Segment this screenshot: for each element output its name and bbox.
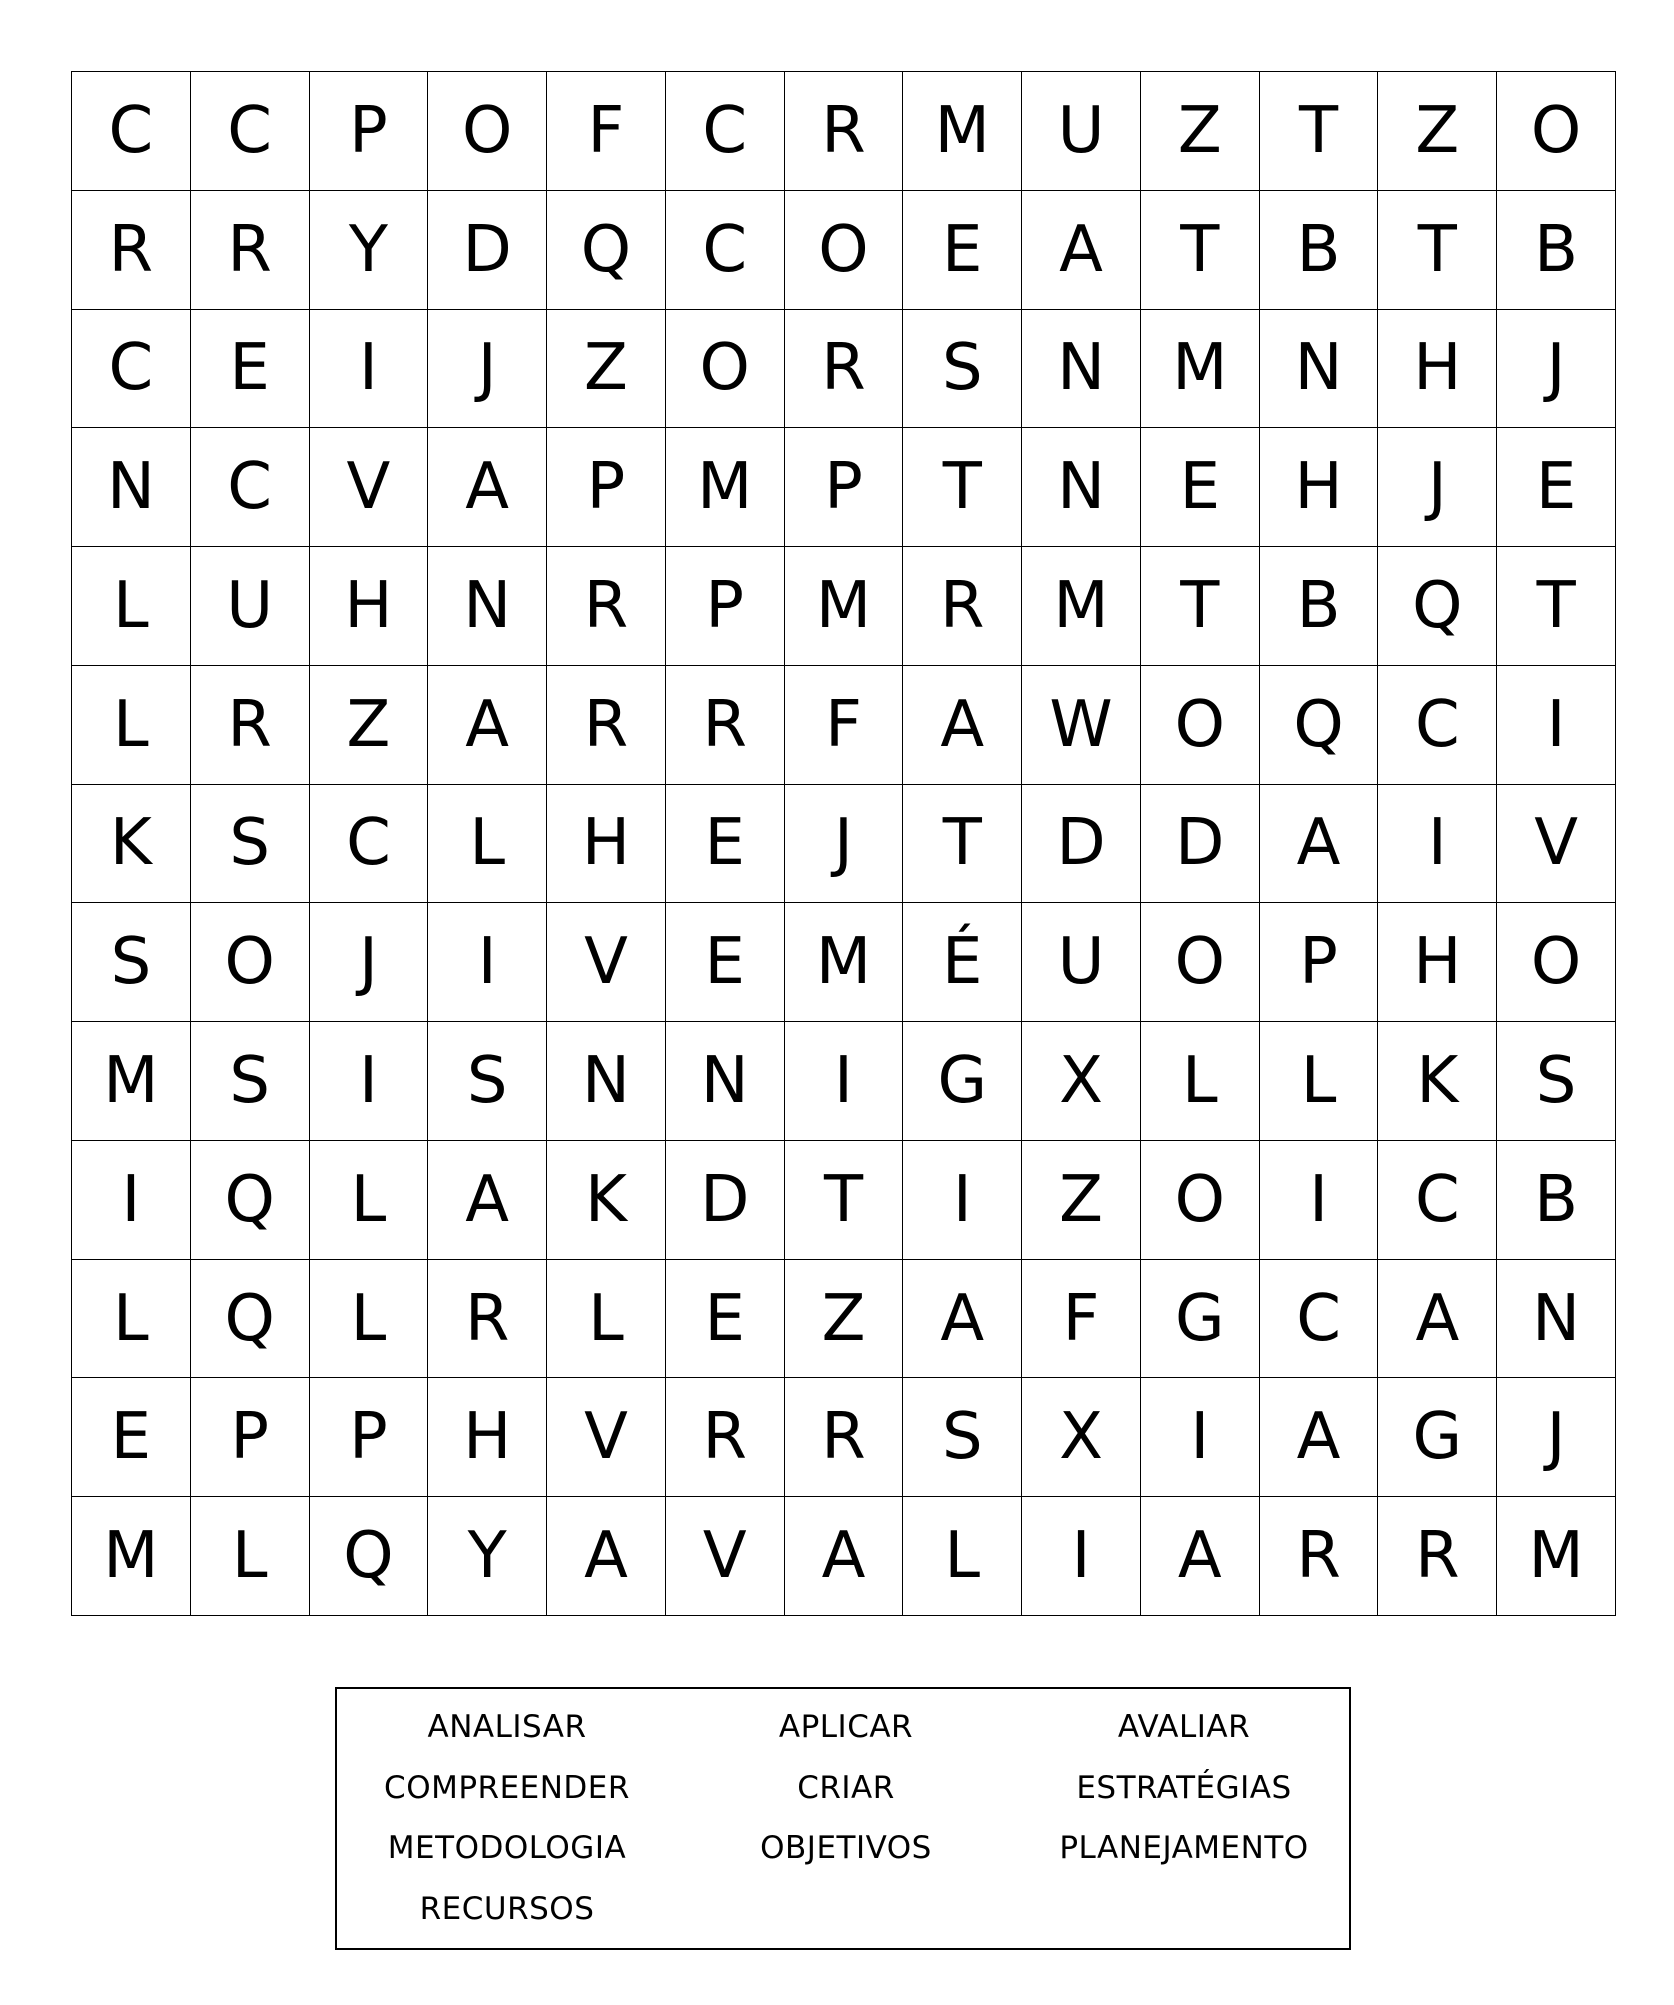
grid-cell[interactable]: Q — [1378, 547, 1497, 666]
grid-cell[interactable]: O — [785, 191, 904, 310]
grid-cell[interactable]: I — [72, 1141, 191, 1260]
grid-cell[interactable]: C — [666, 191, 785, 310]
grid-cell[interactable]: R — [785, 310, 904, 429]
grid-cell[interactable]: C — [191, 72, 310, 191]
grid-cell[interactable]: R — [191, 666, 310, 785]
word-list-item: METODOLOGIA — [387, 1830, 627, 1867]
grid-cell[interactable]: H — [1260, 428, 1379, 547]
grid-cell[interactable]: L — [1260, 1022, 1379, 1141]
grid-cell[interactable]: C — [72, 72, 191, 191]
grid-cell[interactable]: M — [903, 72, 1022, 191]
grid-cell[interactable]: I — [785, 1022, 904, 1141]
grid-cell[interactable]: Z — [1378, 72, 1497, 191]
grid-cell[interactable]: X — [1022, 1022, 1141, 1141]
grid-cell[interactable]: R — [428, 1260, 547, 1379]
grid-cell[interactable]: Q — [191, 1260, 310, 1379]
grid-cell[interactable]: D — [428, 191, 547, 310]
grid-cell[interactable]: M — [1141, 310, 1260, 429]
grid-cell[interactable]: J — [1378, 428, 1497, 547]
grid-cell[interactable]: C — [1378, 666, 1497, 785]
grid-cell[interactable]: N — [1022, 428, 1141, 547]
grid-cell[interactable]: M — [72, 1497, 191, 1616]
grid-cell[interactable]: S — [72, 903, 191, 1022]
word-list-item: PLANEJAMENTO — [1059, 1830, 1309, 1867]
grid-cell[interactable]: W — [1022, 666, 1141, 785]
grid-cell[interactable]: G — [1378, 1378, 1497, 1497]
grid-cell[interactable]: L — [547, 1260, 666, 1379]
word-search-grid — [71, 71, 1616, 1616]
grid-cell[interactable]: Q — [547, 191, 666, 310]
grid-cell[interactable]: I — [903, 1141, 1022, 1260]
grid-cell[interactable]: I — [310, 310, 429, 429]
grid-cell[interactable]: T — [1141, 191, 1260, 310]
word-list-item: AVALIAR — [1117, 1709, 1251, 1746]
grid-cell[interactable]: V — [310, 428, 429, 547]
grid-cell[interactable]: P — [1260, 903, 1379, 1022]
grid-cell[interactable]: R — [666, 666, 785, 785]
grid-cell[interactable]: A — [1378, 1260, 1497, 1379]
grid-cell[interactable]: S — [191, 785, 310, 904]
grid-cell[interactable]: P — [547, 428, 666, 547]
grid-cell[interactable]: O — [666, 310, 785, 429]
grid-cell[interactable]: L — [191, 1497, 310, 1616]
grid-cell[interactable]: Z — [1022, 1141, 1141, 1260]
grid-cell[interactable]: L — [310, 1260, 429, 1379]
grid-cell[interactable]: N — [547, 1022, 666, 1141]
grid-cell[interactable]: K — [1378, 1022, 1497, 1141]
grid-cell[interactable]: H — [310, 547, 429, 666]
grid-cell[interactable]: J — [785, 785, 904, 904]
grid-cell[interactable]: L — [72, 1260, 191, 1379]
grid-cell[interactable]: E — [666, 785, 785, 904]
grid-cell[interactable]: E — [666, 1260, 785, 1379]
grid-cell[interactable]: O — [1497, 72, 1616, 191]
word-list-item: OBJETIVOS — [760, 1830, 932, 1867]
grid-cell[interactable]: P — [666, 547, 785, 666]
grid-cell[interactable]: P — [310, 72, 429, 191]
grid-cell[interactable]: B — [1497, 191, 1616, 310]
grid-cell[interactable]: J — [1497, 1378, 1616, 1497]
grid-cell[interactable]: B — [1260, 191, 1379, 310]
grid-cell[interactable]: A — [428, 666, 547, 785]
grid-cell[interactable]: S — [1497, 1022, 1616, 1141]
grid-cell[interactable]: S — [428, 1022, 547, 1141]
grid-cell[interactable]: É — [903, 903, 1022, 1022]
grid-cell[interactable]: S — [903, 1378, 1022, 1497]
grid-cell[interactable]: R — [903, 547, 1022, 666]
grid-cell[interactable]: A — [428, 428, 547, 547]
grid-cell[interactable]: A — [547, 1497, 666, 1616]
grid-cell[interactable]: I — [428, 903, 547, 1022]
grid-cell[interactable]: D — [1022, 785, 1141, 904]
grid-cell[interactable]: D — [1141, 785, 1260, 904]
grid-cell[interactable]: F — [1022, 1260, 1141, 1379]
grid-cell[interactable]: N — [428, 547, 547, 666]
grid-cell[interactable]: B — [1260, 547, 1379, 666]
grid-cell[interactable]: P — [785, 428, 904, 547]
grid-cell[interactable]: R — [547, 666, 666, 785]
grid-cell[interactable]: E — [1497, 428, 1616, 547]
word-list-item: APLICAR — [778, 1709, 914, 1746]
grid-cell[interactable]: J — [1497, 310, 1616, 429]
grid-cell[interactable]: U — [191, 547, 310, 666]
grid-cell[interactable]: C — [1378, 1141, 1497, 1260]
grid-cell[interactable]: H — [1378, 310, 1497, 429]
grid-cell[interactable]: O — [1141, 903, 1260, 1022]
grid-cell[interactable]: T — [1260, 72, 1379, 191]
grid-cell[interactable]: Q — [310, 1497, 429, 1616]
grid-cell[interactable]: I — [1260, 1141, 1379, 1260]
grid-cell[interactable]: M — [1497, 1497, 1616, 1616]
grid-cell[interactable]: V — [547, 1378, 666, 1497]
grid-cell[interactable]: Q — [1260, 666, 1379, 785]
grid-cell[interactable]: U — [1022, 72, 1141, 191]
grid-cell[interactable]: O — [1141, 1141, 1260, 1260]
grid-cell[interactable]: C — [72, 310, 191, 429]
grid-cell[interactable]: T — [1141, 547, 1260, 666]
grid-cell[interactable]: M — [785, 547, 904, 666]
grid-cell[interactable]: J — [310, 903, 429, 1022]
grid-cell[interactable]: C — [1260, 1260, 1379, 1379]
grid-cell[interactable]: A — [1260, 785, 1379, 904]
grid-cell[interactable]: K — [72, 785, 191, 904]
grid-cell[interactable]: P — [191, 1378, 310, 1497]
grid-cell[interactable]: T — [903, 785, 1022, 904]
grid-cell[interactable]: F — [547, 72, 666, 191]
grid-cell[interactable]: B — [1497, 1141, 1616, 1260]
word-list-item: ESTRATÉGIAS — [1076, 1769, 1292, 1806]
grid-cell[interactable]: R — [666, 1378, 785, 1497]
grid-cell[interactable]: R — [785, 1378, 904, 1497]
grid-cell[interactable]: M — [1022, 547, 1141, 666]
grid-cell[interactable]: N — [72, 428, 191, 547]
grid-cell[interactable]: N — [1022, 310, 1141, 429]
grid-cell[interactable]: H — [428, 1378, 547, 1497]
word-list-item: ANALISAR — [427, 1709, 587, 1746]
grid-cell[interactable]: G — [903, 1022, 1022, 1141]
grid-cell[interactable]: Z — [310, 666, 429, 785]
grid-cell[interactable]: J — [428, 310, 547, 429]
grid-cell[interactable]: A — [428, 1141, 547, 1260]
word-list-box — [335, 1687, 1351, 1950]
grid-cell[interactable]: G — [1141, 1260, 1260, 1379]
grid-cell[interactable]: L — [310, 1141, 429, 1260]
grid-cell[interactable]: R — [1260, 1497, 1379, 1616]
grid-cell[interactable]: O — [1497, 903, 1616, 1022]
grid-cell[interactable]: C — [666, 72, 785, 191]
grid-cell[interactable]: Y — [428, 1497, 547, 1616]
grid-cell[interactable]: R — [72, 191, 191, 310]
grid-cell[interactable]: I — [310, 1022, 429, 1141]
grid-cell[interactable]: N — [1497, 1260, 1616, 1379]
grid-cell[interactable]: I — [1022, 1497, 1141, 1616]
grid-cell[interactable]: E — [903, 191, 1022, 310]
grid-cell[interactable]: L — [72, 547, 191, 666]
word-list-item: COMPREENDER — [384, 1769, 630, 1806]
grid-cell[interactable]: I — [1378, 785, 1497, 904]
grid-cell[interactable]: T — [903, 428, 1022, 547]
grid-cell[interactable]: L — [428, 785, 547, 904]
grid-cell[interactable]: H — [1378, 903, 1497, 1022]
grid-cell[interactable]: F — [785, 666, 904, 785]
grid-cell[interactable]: T — [1378, 191, 1497, 310]
grid-cell[interactable]: A — [785, 1497, 904, 1616]
grid-cell[interactable]: M — [785, 903, 904, 1022]
grid-cell[interactable]: L — [903, 1497, 1022, 1616]
grid-cell[interactable]: E — [72, 1378, 191, 1497]
grid-cell[interactable]: D — [666, 1141, 785, 1260]
grid-cell[interactable]: A — [1141, 1497, 1260, 1616]
grid-cell[interactable]: M — [666, 428, 785, 547]
grid-cell[interactable]: N — [1260, 310, 1379, 429]
grid-cell[interactable]: U — [1022, 903, 1141, 1022]
grid-cell[interactable]: O — [1141, 666, 1260, 785]
grid-cell[interactable]: E — [1141, 428, 1260, 547]
grid-cell[interactable]: Z — [547, 310, 666, 429]
grid-cell[interactable]: V — [666, 1497, 785, 1616]
grid-cell[interactable]: C — [310, 785, 429, 904]
grid-cell[interactable]: R — [547, 547, 666, 666]
grid-cell[interactable]: S — [903, 310, 1022, 429]
grid-cell[interactable]: V — [1497, 785, 1616, 904]
grid-cell[interactable]: E — [191, 310, 310, 429]
grid-cell[interactable]: L — [1141, 1022, 1260, 1141]
grid-cell[interactable]: A — [903, 666, 1022, 785]
grid-cell[interactable]: N — [666, 1022, 785, 1141]
grid-cell[interactable]: C — [191, 428, 310, 547]
grid-cell[interactable]: I — [1497, 666, 1616, 785]
grid-cell[interactable]: A — [1260, 1378, 1379, 1497]
grid-cell[interactable]: T — [785, 1141, 904, 1260]
grid-cell[interactable]: R — [785, 72, 904, 191]
grid-cell[interactable]: P — [310, 1378, 429, 1497]
grid-cell[interactable]: Q — [191, 1141, 310, 1260]
grid-cell[interactable]: Y — [310, 191, 429, 310]
grid-cell[interactable]: E — [666, 903, 785, 1022]
grid-cell[interactable]: A — [903, 1260, 1022, 1379]
grid-cell[interactable]: H — [547, 785, 666, 904]
grid-cell[interactable]: O — [428, 72, 547, 191]
grid-cell[interactable]: K — [547, 1141, 666, 1260]
word-list-item: CRIAR — [797, 1769, 895, 1806]
grid-cell[interactable]: V — [547, 903, 666, 1022]
grid-cell[interactable]: R — [1378, 1497, 1497, 1616]
grid-cell[interactable]: O — [191, 903, 310, 1022]
grid-cell[interactable]: Z — [1141, 72, 1260, 191]
grid-cell[interactable]: A — [1022, 191, 1141, 310]
grid-cell[interactable]: L — [72, 666, 191, 785]
grid-cell[interactable]: R — [191, 191, 310, 310]
grid-cell[interactable]: S — [191, 1022, 310, 1141]
word-list-item: RECURSOS — [419, 1890, 595, 1927]
grid-cell[interactable]: X — [1022, 1378, 1141, 1497]
grid-cell[interactable]: T — [1497, 547, 1616, 666]
grid-cell[interactable]: M — [72, 1022, 191, 1141]
grid-cell[interactable]: Z — [785, 1260, 904, 1379]
grid-cell[interactable]: I — [1141, 1378, 1260, 1497]
